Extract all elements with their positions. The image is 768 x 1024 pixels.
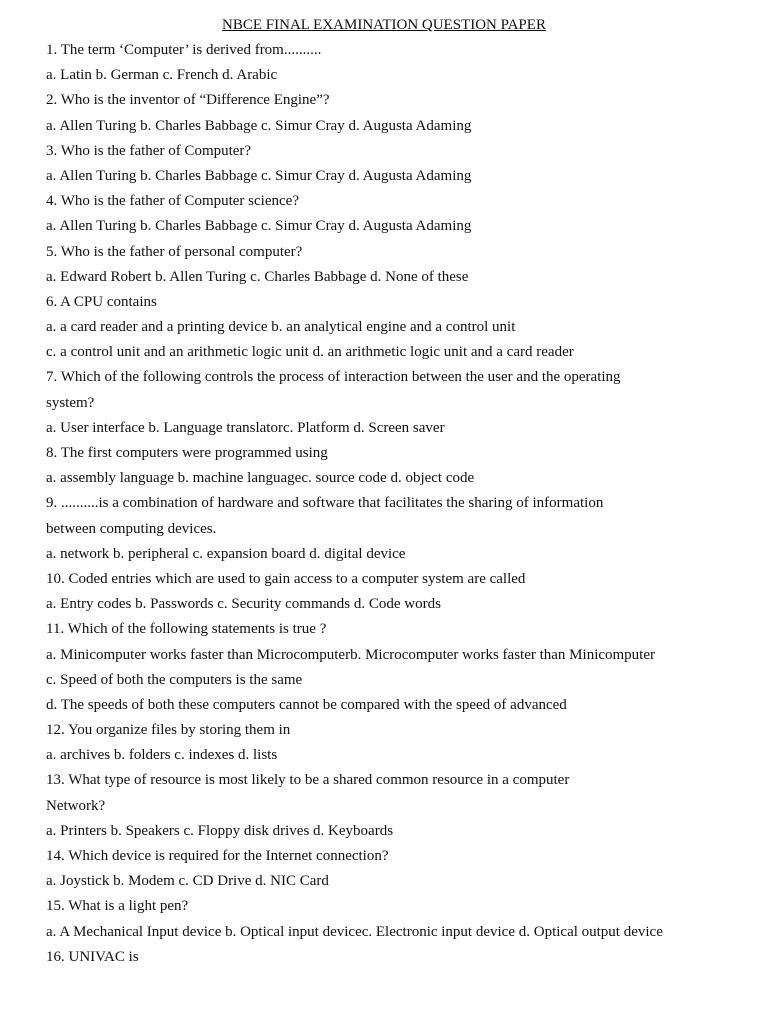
options-line: d. The speeds of both these computers cannot be compared with the speed of advanced: [46, 696, 567, 713]
question-line: 15. What is a light pen?: [46, 898, 189, 915]
options-line: a. User interface b. Language translatorc. Platform d. Screen saver: [46, 419, 445, 436]
options-line: a. a card reader and a printing device b. an analytical engine and a control unit: [46, 319, 516, 336]
options-line: c. Speed of both the computers is the same: [46, 671, 303, 688]
question-line: 5. Who is the father of personal computer?: [46, 243, 303, 260]
options-line: a. assembly language b. machine languagec. source code d. object code: [46, 470, 475, 487]
options-line: a. Allen Turing b. Charles Babbage c. Simur Cray d. Augusta Adaming: [46, 117, 472, 134]
question-line: 11. Which of the following statements is true ?: [46, 621, 327, 638]
options-line: a. Allen Turing b. Charles Babbage c. Simur Cray d. Augusta Adaming: [46, 218, 472, 235]
question-line: Network?: [46, 797, 106, 814]
options-line: c. a control unit and an arithmetic logic unit d. an arithmetic logic unit and a card reader: [46, 344, 574, 361]
question-line: 2. Who is the inventor of “Difference Engine”?: [46, 92, 330, 109]
options-line: a. A Mechanical Input device b. Optical input devicec. Electronic input device d. Optical output device: [46, 923, 663, 940]
options-line: a. Minicomputer works faster than Microcomputerb. Microcomputer works faster than Minicomputer: [46, 646, 656, 663]
question-line: 16. UNIVAC is: [46, 948, 139, 965]
question-line: 1. The term ‘Computer’ is derived from..........: [46, 42, 322, 58]
options-line: a. Entry codes b. Passwords c. Security commands d. Code words: [46, 596, 441, 613]
question-line: 3. Who is the father of Computer?: [46, 142, 252, 159]
options-line: a. Latin b. German c. French d. Arabic: [46, 67, 278, 84]
question-line: 6. A CPU contains: [46, 293, 157, 310]
question-line: 7. Which of the following controls the process of interaction between the user and the operating: [46, 369, 621, 386]
question-line: between computing devices.: [46, 520, 217, 537]
options-line: a. Joystick b. Modem c. CD Drive d. NIC Card: [46, 873, 329, 890]
question-body: [46, 40, 746, 972]
question-line: system?: [46, 394, 95, 411]
options-line: a. network b. peripheral c. expansion board d. digital device: [46, 545, 406, 562]
options-line: a. Printers b. Speakers c. Floppy disk drives d. Keyboards: [46, 822, 394, 839]
document-title: NBCE FINAL EXAMINATION QUESTION PAPER: [222, 17, 546, 33]
question-line: 10. Coded entries which are used to gain access to a computer system are called: [46, 570, 526, 587]
question-line: 8. The first computers were programmed using: [46, 445, 328, 461]
options-line: a. archives b. folders c. indexes d. lists: [46, 747, 278, 764]
question-line: 14. Which device is required for the Internet connection?: [46, 848, 389, 864]
options-line: a. Edward Robert b. Allen Turing c. Charles Babbage d. None of these: [46, 268, 469, 285]
question-line: 4. Who is the father of Computer science?: [46, 193, 299, 210]
question-line: 9. ..........is a combination of hardware and software that facilitates the sharing of information: [46, 495, 604, 512]
options-line: a. Allen Turing b. Charles Babbage c. Simur Cray d. Augusta Adaming: [46, 167, 472, 184]
question-line: 12. You organize files by storing them in: [46, 722, 291, 739]
question-line: 13. What type of resource is most likely to be a shared common resource in a computer: [46, 772, 570, 789]
